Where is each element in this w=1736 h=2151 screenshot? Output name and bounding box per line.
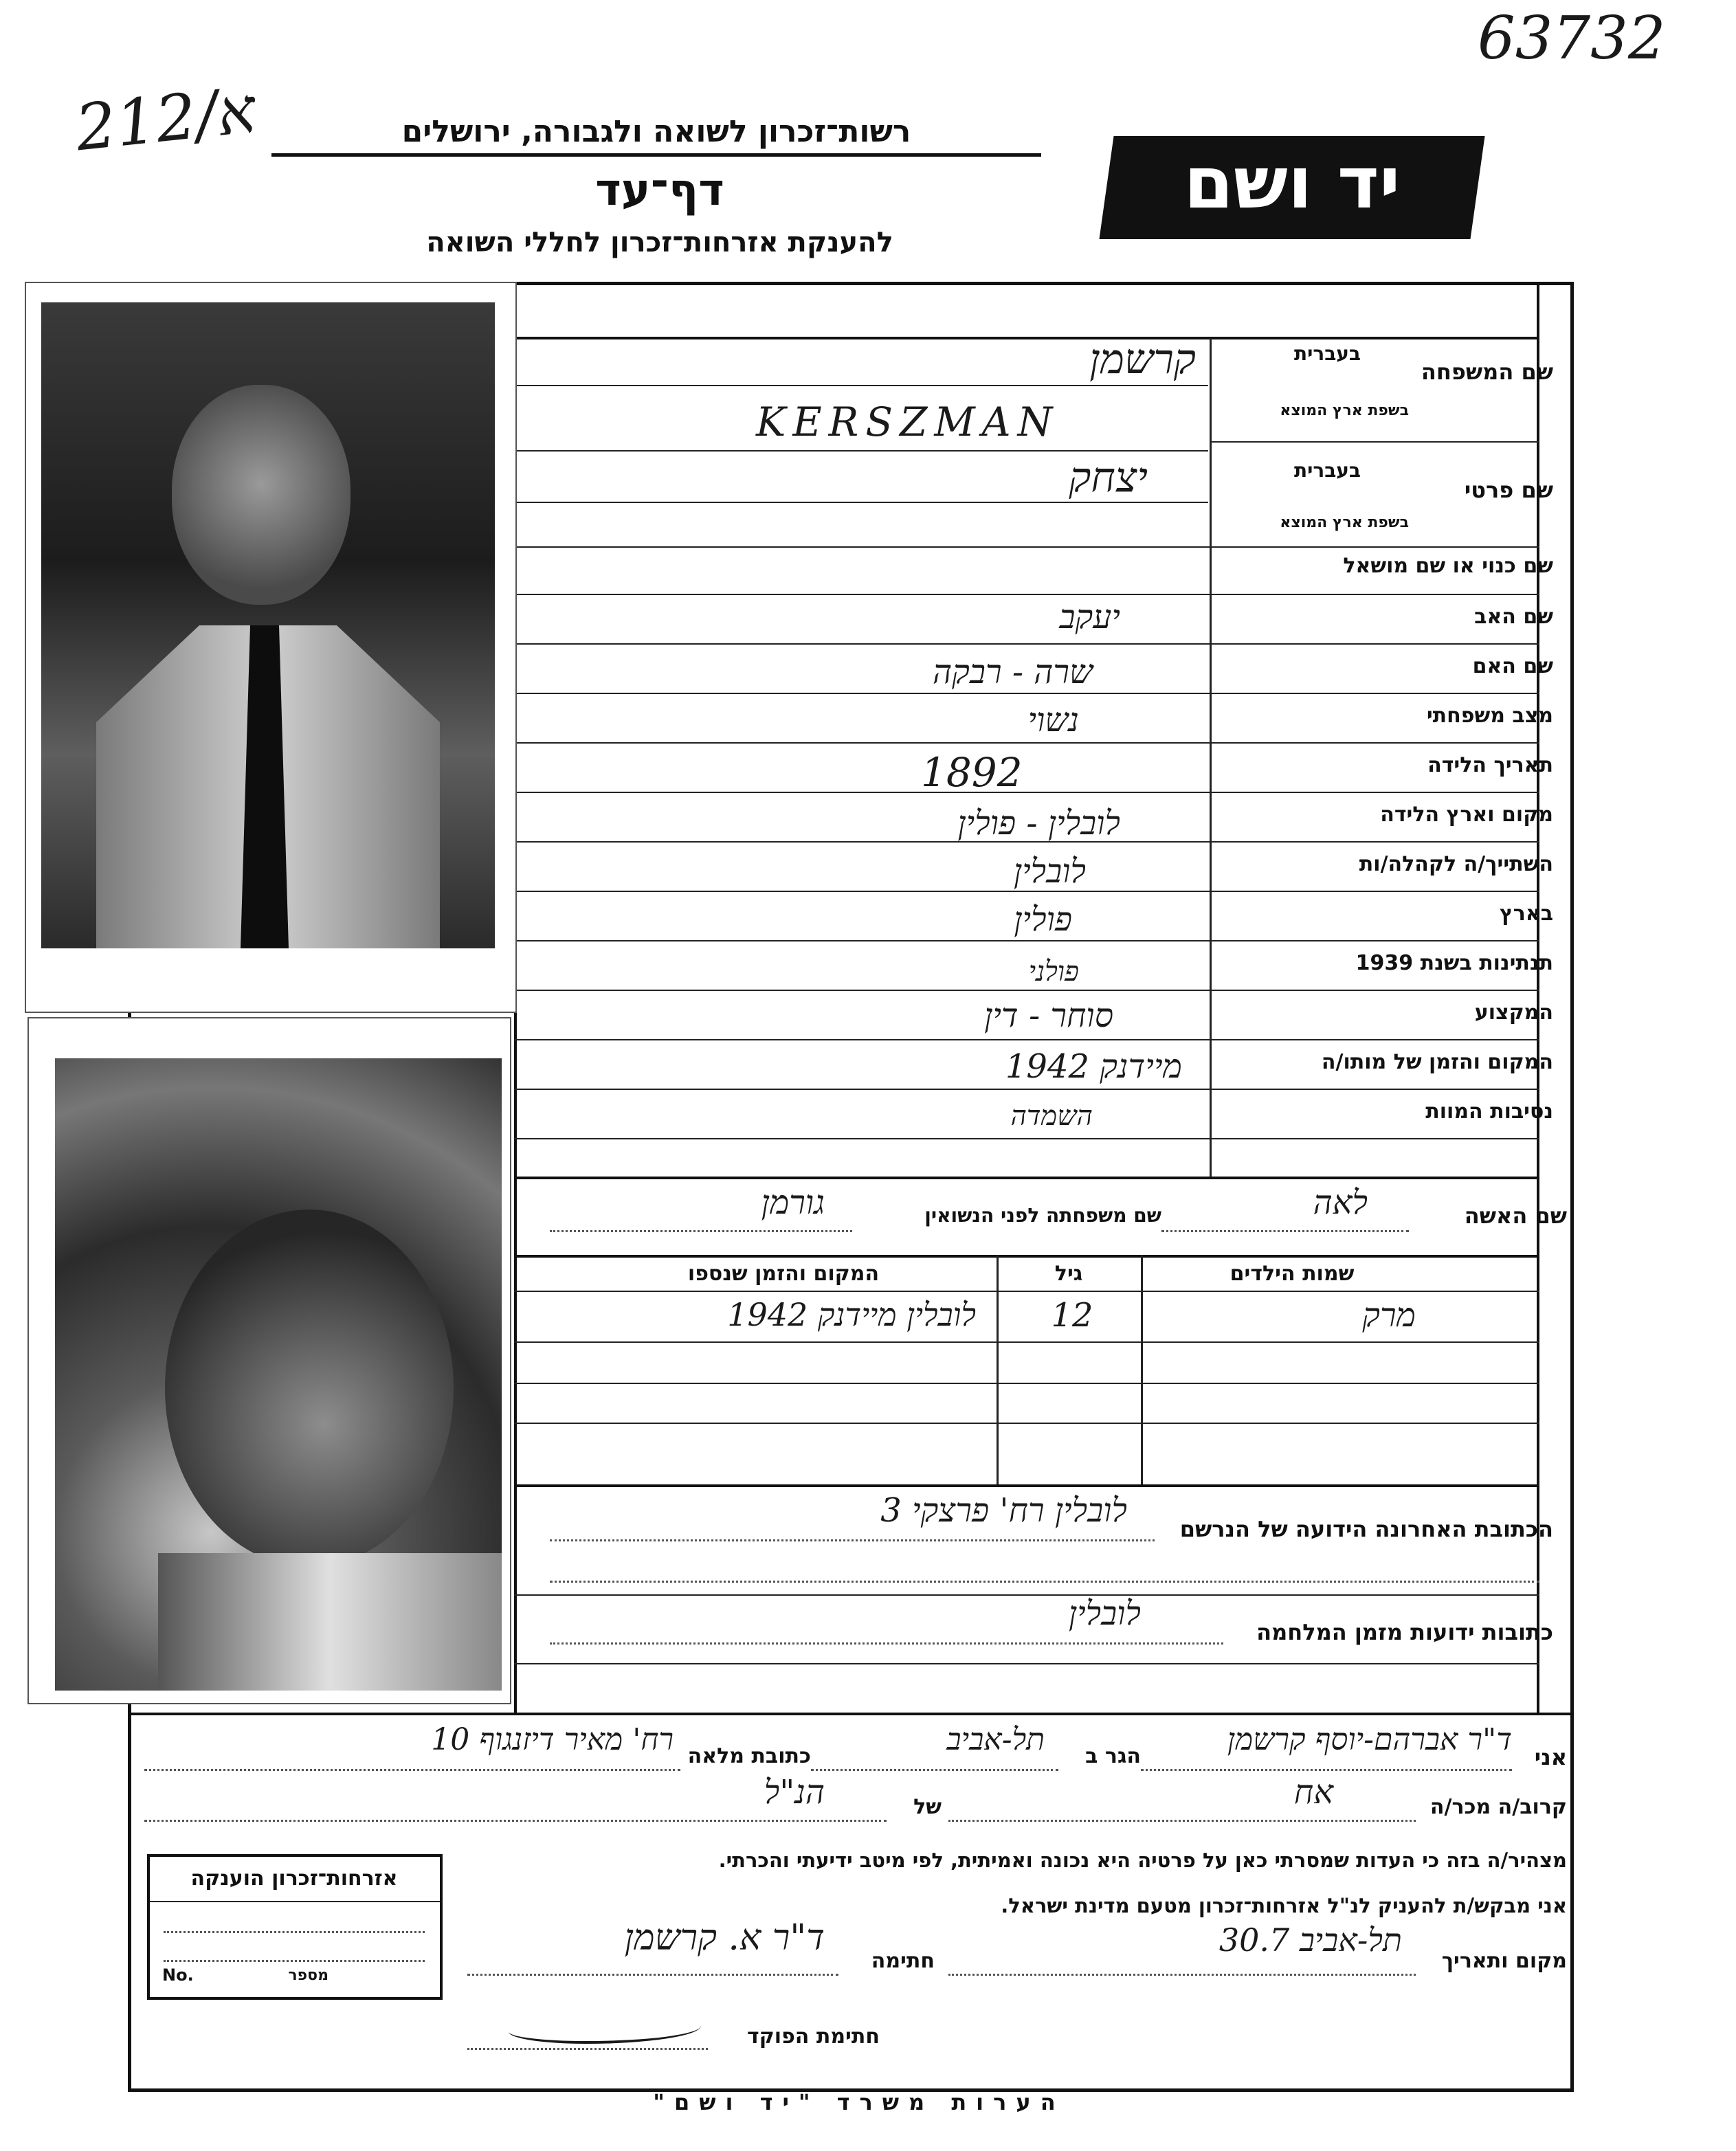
death-circumstances-label: נסיבות המוות [1425, 1100, 1553, 1124]
place-date-value: תל-אביב 30.7 [1218, 1921, 1402, 1959]
stamp-line [164, 1960, 425, 1962]
place-date-line [948, 1974, 1416, 1976]
community-value: לובלין [1013, 852, 1086, 891]
last-address-line [550, 1539, 1155, 1541]
relation-label: קרוב/ה מכר/ה [1429, 1795, 1567, 1819]
surname-origin-value: KERSZMAN [756, 399, 1060, 445]
war-address-value: לובלין [1068, 1594, 1141, 1633]
request-text: אני מבקש/ת להעניק לנ"ל אזרחות־זכרון מטעם מדינת ישראל. [1001, 1894, 1567, 1917]
relation-of-line [144, 1820, 887, 1822]
signature-label: חתימה [871, 1949, 935, 1973]
divider [514, 1255, 1539, 1258]
divider [514, 742, 1539, 744]
child-name-value: מרק [1362, 1296, 1416, 1335]
surname-origin-label: בשפת ארץ המוצא [1280, 402, 1409, 419]
divider [150, 1901, 440, 1902]
archive-number: 63732 [1478, 4, 1666, 73]
divider [514, 385, 1208, 386]
given-name-label: שם פרטי [1464, 477, 1553, 503]
surname-hebrew-value: קרשמן [1089, 335, 1196, 383]
profession-label: המקצוע [1474, 1001, 1553, 1025]
declarant-name-line [1141, 1769, 1512, 1771]
divider [514, 450, 1208, 452]
citizenship-label: תנתינות בשנת 1939 [1355, 951, 1553, 975]
given-origin-label: בשפת ארץ המוצא [1280, 514, 1409, 531]
officer-signature-label: חתימת הפוקד [747, 2025, 880, 2049]
last-address-line-2 [550, 1581, 1539, 1583]
declarant-lives-label: הגר ב [1085, 1744, 1141, 1768]
community-label: השתייך/ה לקהלה/ות [1359, 852, 1553, 876]
mother-name-label: שם האם [1472, 654, 1553, 678]
last-address-label: הכתובת האחרונה הידועה של הנרשם [1179, 1516, 1553, 1542]
divider [514, 1341, 1539, 1343]
divider [514, 502, 1208, 503]
given-hebrew-label: בעברית [1293, 459, 1361, 482]
column-divider [1210, 338, 1212, 1177]
divider [514, 1291, 1539, 1292]
war-address-label: כתובות ידועות מזמן המלחמה [1256, 1619, 1553, 1645]
divider [514, 1383, 1539, 1384]
file-code: 212/א [72, 73, 259, 166]
page-subtitle: להענקת אזרחות־זכרון לחללי השואה [426, 227, 893, 258]
country-value: פולין [1014, 900, 1072, 939]
divider [514, 1423, 1539, 1424]
relation-value: אח [1293, 1773, 1333, 1812]
logo: יד ושם [1183, 141, 1401, 225]
profession-value: סוחר - דין [984, 996, 1113, 1035]
death-place-value: מיידנק 1942 [1005, 1047, 1182, 1086]
father-name-label: שם האב [1474, 605, 1553, 629]
divider [514, 1138, 1539, 1139]
column-divider [997, 1255, 999, 1484]
relation-line [948, 1820, 1416, 1822]
divider [514, 990, 1539, 991]
divider [514, 940, 1539, 941]
relation-of-label: של [913, 1795, 942, 1819]
maiden-name-label: שם משפחתה לפני הנשואין [924, 1204, 1161, 1227]
citizenship-value: פולני [1028, 956, 1079, 988]
birthdate-label: תאריך הלידה [1427, 753, 1553, 777]
birthdate-value: 1892 [921, 749, 1023, 796]
children-age-header: גיל [1054, 1262, 1083, 1286]
portrait-photo-top [41, 302, 495, 948]
divider [514, 1484, 1539, 1487]
child-place-value: לובלין מיידנק 1942 [727, 1296, 976, 1333]
maiden-name-line [550, 1230, 852, 1232]
divider [514, 643, 1539, 645]
mother-name-value: שרה - רבקה [933, 653, 1093, 691]
portrait-head [165, 1210, 454, 1567]
divider [514, 1663, 1539, 1664]
declarant-address-label: כתובת מלאה [687, 1744, 811, 1768]
maiden-name-value: גורמן [761, 1183, 825, 1222]
surname-label: שם המשפחה [1421, 359, 1553, 385]
stamp-number-latin: No. [162, 1965, 194, 1985]
portrait-collar [158, 1553, 502, 1691]
divider [514, 1177, 1539, 1179]
divider [1210, 441, 1539, 443]
given-name-hebrew-value: יצחק [1069, 454, 1148, 502]
declarant-ani-label: אני [1534, 1744, 1567, 1770]
wife-name-line [1161, 1230, 1409, 1232]
stamp-line [164, 1931, 425, 1933]
war-address-line [550, 1642, 1223, 1645]
divider [128, 1713, 1574, 1715]
page-title: דף־עד [595, 165, 724, 216]
wife-name-label: שם האשה [1464, 1203, 1567, 1229]
death-circumstances-value: השמדה [1010, 1100, 1093, 1132]
office-notes-footer: הערות משרד "יד ושם" [653, 2089, 1065, 2115]
father-name-value: יעקב [1059, 598, 1120, 636]
declarant-address-line [144, 1769, 680, 1771]
divider [514, 594, 1539, 595]
children-place-header: המקום והזמן שנספו [687, 1262, 880, 1286]
marital-status-value: נשוי [1027, 701, 1079, 739]
stamp-number-label: מספר [288, 1967, 329, 1984]
wife-name-value: לאה [1313, 1183, 1368, 1222]
divider [514, 693, 1539, 694]
authority-name: רשות־זכרון לשואה ולגבורה, ירושלים [271, 114, 1041, 157]
declarant-city-line [811, 1769, 1058, 1771]
signature-value: ד"ר א. קרשמן [624, 1917, 825, 1959]
relation-of-value: הנ"ל [764, 1773, 825, 1812]
divider [514, 546, 1539, 548]
declarant-city-value: תל-אביב [946, 1722, 1045, 1757]
child-age-value: 12 [1051, 1296, 1093, 1335]
death-place-label: המקום והזמן של מותו/ה [1321, 1050, 1553, 1074]
divider [514, 1039, 1539, 1040]
memorial-citizenship-box [147, 1854, 443, 2000]
divider [514, 1089, 1539, 1090]
memorial-citizenship-title: אזרחות־זכרון הוענקה [190, 1866, 398, 1891]
country-label: בארץ [1499, 902, 1553, 926]
last-address-value: לובלין רח' פרצקי 3 [880, 1491, 1127, 1530]
birthplace-label: מקום וארץ הלידה [1380, 803, 1553, 827]
divider [514, 891, 1539, 892]
declarant-address-value: רח' מאיר דיזנגוף 10 [431, 1722, 674, 1757]
birthplace-value: לובלין - פולין [957, 804, 1120, 843]
declaration-text: מצהיר/ה בזה כי העדות שמסרתי כאן על פרטיה היא נכונה ואמיתית, לפי מיטב ידיעתי והכרתי. [718, 1849, 1567, 1872]
nickname-label: שם כנוי או שם מושאל [1343, 554, 1553, 578]
place-date-label: מקום ותאריך [1441, 1949, 1567, 1973]
children-names-header: שמות הילדים [1229, 1262, 1355, 1286]
surname-hebrew-label: בעברית [1293, 342, 1361, 365]
marital-status-label: מצב משפחתי [1426, 704, 1553, 728]
signature-line [467, 1974, 838, 1976]
officer-signature-line [467, 2048, 708, 2050]
column-divider [1141, 1255, 1143, 1484]
declarant-name-value: ד"ר אברהם-יוסף קרשמן [1227, 1722, 1512, 1757]
portrait-photo-bottom [55, 1058, 502, 1691]
portrait-face [172, 385, 350, 605]
